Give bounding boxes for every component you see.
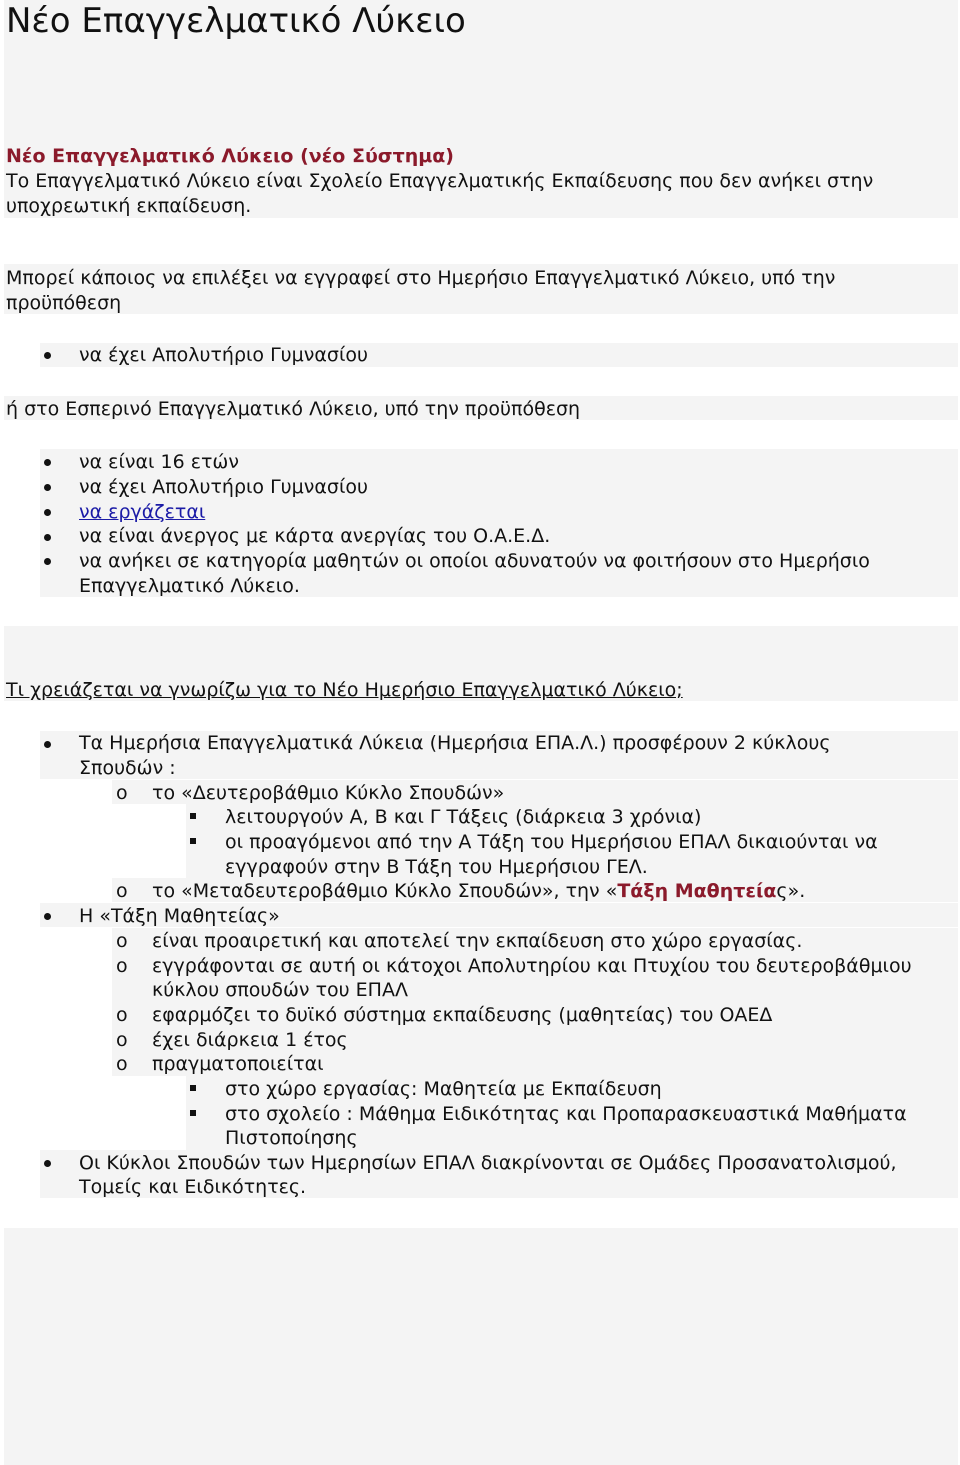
section2-sub-1-b-line-2: εγγραφούν στην Β Τάξη του Ημερήσιου ΓΕΛ. [225,856,648,878]
list-item: να ανήκει σε κατηγορία μαθητών οι οποίοι αδυνατούν να φοιτήσουν στο Ημερήσιο [79,550,870,572]
work-link[interactable]: να εργάζεται [79,501,206,523]
intro-line-1: Το Επαγγελματικό Λύκειο είναι Σχολείο Επαγγελματικής Εκπαίδευσης που δεν ανήκει στην [6,170,874,192]
footer-block [4,1228,958,1465]
bullet-circle-icon: o [116,782,128,804]
bullet-disc-icon [44,459,51,466]
section2-b2-sub-1: είναι προαιρετική και αποτελεί την εκπαίδευση στο χώρο εργασίας. [152,930,803,952]
bullet-circle-icon: o [116,955,128,977]
bullet-circle-icon: o [116,1004,128,1026]
section2-sub-2-post: ς». [776,880,806,902]
bullet-disc-icon [44,558,51,565]
bullet-square-icon [190,1085,196,1091]
section2-b2-sub-5-b-line-2: Πιστοποίησης [225,1127,358,1149]
intro-line-2: υποχρεωτική εκπαίδευση. [6,195,252,217]
bullet-disc-icon [44,352,51,359]
bullet-square-icon [190,838,196,844]
section2-bullet-3-line-1: Οι Κύκλοι Σπουδών των Ημερησίων ΕΠΑΛ διακρίνονται σε Ομάδες Προσανατολισμού, [79,1152,897,1174]
section2-sub-2-accent: Τάξη Μαθητεία [617,880,777,902]
bullet-disc-icon [44,534,51,541]
day-school-line-2: προϋπόθεση [6,292,122,314]
section2-bullet-1-line-2: Σπουδών : [79,757,176,779]
section2-sub-1: το «Δευτεροβάθμιο Κύκλο Σπουδών» [152,782,505,804]
intro-heading: Νέο Επαγγελματικό Λύκειο (νέο Σύστημα) [6,145,454,167]
bullet-square-icon [190,813,196,819]
day-school-line-1: Μπορεί κάποιος να επιλέξει να εγγραφεί στο Ημερήσιο Επαγγελματικό Λύκειο, υπό την [6,267,836,289]
section2-b2-sub-3: εφαρμόζει το δυϊκό σύστημα εκπαίδευσης (μαθητείας) του ΟΑΕΔ [152,1004,773,1026]
bullet-circle-icon: o [116,1053,128,1075]
bullet-circle-icon: o [116,880,128,902]
section2-bullet-2: Η «Τάξη Μαθητείας» [79,905,280,927]
bullet-disc-icon [44,509,51,516]
section2-b2-sub-4: έχει διάρκεια 1 έτος [152,1029,348,1051]
section2-b2-sub-2-line-1: εγγράφονται σε αυτή οι κάτοχοι Απολυτηρίου και Πτυχίου του δευτεροβάθμιου [152,955,912,977]
evening-school-line: ή στο Εσπερινό Επαγγελματικό Λύκειο, υπό την προϋπόθεση [6,398,581,420]
section2-sub-1-a: λειτουργούν Α, Β και Γ Τάξεις (διάρκεια 3 χρόνια) [225,806,702,828]
section2-sub-2 [152,879,805,904]
section2-b2-sub-5-a: στο χώρο εργασίας: Μαθητεία με Εκπαίδευση [225,1078,662,1100]
section2-b2-sub-5: πραγματοποιείται [152,1053,324,1075]
list-item: να έχει Απολυτήριο Γυμνασίου [79,344,368,366]
bullet-disc-icon [44,741,51,748]
section2-heading: Τι χρειάζεται να γνωρίζω για το Νέο Ημερήσιο Επαγγελματικό Λύκειο; [6,679,683,701]
bullet-disc-icon [44,913,51,920]
bullet-square-icon [190,1110,196,1116]
section2-sub-2-pre: το «Μεταδευτεροβάθμιο Κύκλο Σπουδών», την « [152,880,618,902]
bullet-disc-icon [44,484,51,491]
bullet-circle-icon: o [116,930,128,952]
section2-b2-sub-2-line-2: κύκλου σπουδών του ΕΠΑΛ [152,979,408,1001]
list-item: να είναι άνεργος με κάρτα ανεργίας του Ο.Α.Ε.Δ. [79,525,551,547]
section2-b2-sub-5-b-line-1: στο σχολείο : Μάθημα Ειδικότητας και Προπαρασκευαστικά Μαθήματα [225,1103,907,1125]
list-item: να είναι 16 ετών [79,451,239,473]
page-title: Νέο Επαγγελματικό Λύκειο [6,1,466,41]
list-item: να έχει Απολυτήριο Γυμνασίου [79,476,368,498]
section2-bullet-3-line-2: Τομείς και Ειδικότητες. [79,1176,307,1198]
section2-sub-1-b-line-1: οι προαγόμενοι από την Α Τάξη του Ημερήσιου ΕΠΑΛ δικαιούνται να [225,831,878,853]
list-item-continuation: Επαγγελματικό Λύκειο. [79,575,300,597]
section2-bullet-1-line-1: Τα Ημερήσια Επαγγελματικά Λύκεια (Ημερήσια ΕΠΑ.Λ.) προσφέρουν 2 κύκλους [79,732,831,754]
bullet-disc-icon [44,1160,51,1167]
bullet-circle-icon: o [116,1029,128,1051]
